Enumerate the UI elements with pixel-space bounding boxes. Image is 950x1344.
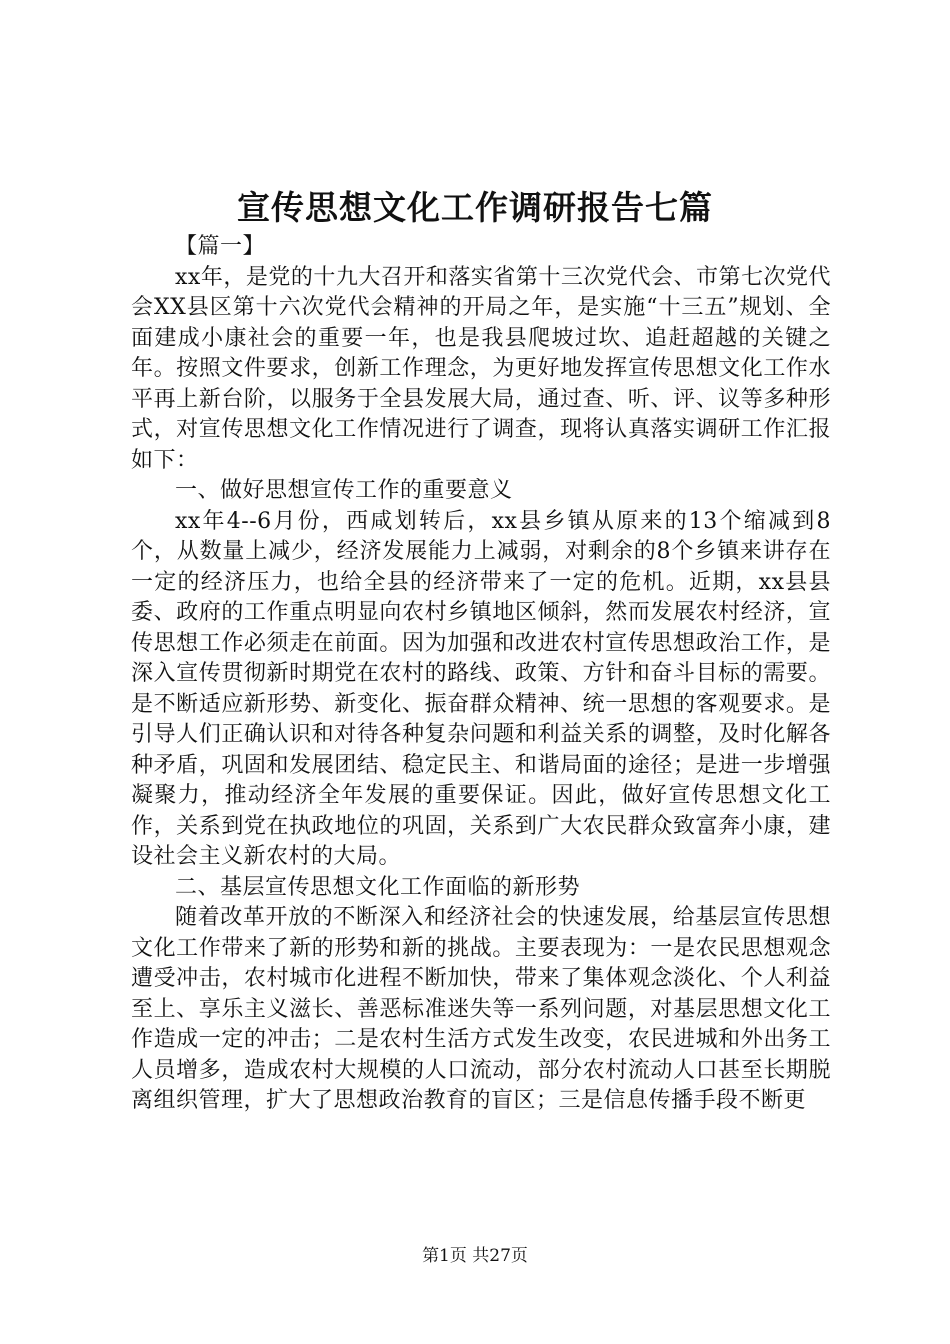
document-title: 宣传思想文化工作调研报告七篇 bbox=[237, 188, 713, 227]
paragraph: 随着改革开放的不断深入和经济社会的快速发展，给基层宣传思想文化工作带来了新的形势和新的挑战。主要表现为：一是农民思想观念遭受冲击，农村城市化进程不断加快，带来了集体观念淡化、个人利益至上、享乐主义滋长、善恶标准迷失等一系列问题，对基层思想文化工作造成一定的冲击；二是农村生活方式发生改变，农民进城和外出务工人员增多，造成农村大规模的人口流动，部分农村流动人口甚至长期脱离组织管理，扩大了思想政治教育的盲区；三是信息传播手段不断更 bbox=[131, 905, 831, 1113]
page-footer: 第1页 共27页 bbox=[422, 1246, 528, 1266]
section-heading: 二、基层宣传思想文化工作面临的新形势 bbox=[175, 874, 581, 900]
document-body bbox=[131, 232, 831, 1117]
section-heading: 【篇一】 bbox=[175, 234, 266, 259]
section-heading: 一、做好思想宣传工作的重要意义 bbox=[175, 478, 513, 503]
paragraph: xx年4--6月份，西咸划转后，xx县乡镇从原来的13个缩减到8个，从数量上减少，经济发展能力上减弱，对剩余的8个乡镇来讲存在一定的经济压力，也给全县的经济带来了一定的危机。近期，xx县县委、政府的工作重点明显向农村乡镇地区倾斜，然而发展农村经济，宣传思想工作必须走在前面。因为加强和改进农村宣传思想政治工作，是深入宣传贯彻新时期党在农村的路线、政策、方针和奋斗目标的需要。是不断适应新形势、新变化、振奋群众精神、统一思想的客观要求。是引导人们正确认识和对待各种复杂问题和利益关系的调整，及时化解各种矛盾，巩固和发展团结、稳定民主、和谐局面的途径；是进一步增强凝聚力，推动经济全年发展的重要保证。因此，做好宣传思想文化工作，关系到党在执政地位的巩固，关系到广大农民群众致富奔小康，建设社会主义新农村的大局。 bbox=[131, 508, 831, 869]
paragraph: xx年，是党的十九大召开和落实省第十三次党代会、市第七次党代会XX县区第十六次党代会精神的开局之年，是实施“十三五”规划、全面建成小康社会的重要一年，也是我县爬坡过坎、追赶超越的关键之年。按照文件要求，创新工作理念，为更好地发挥宣传思想文化工作水平再上新台阶，以服务于全县发展大局，通过查、听、评、议等多种形式，对宣传思想文化工作情况进行了调查，现将认真落实调研工作汇报如下： bbox=[131, 264, 831, 473]
